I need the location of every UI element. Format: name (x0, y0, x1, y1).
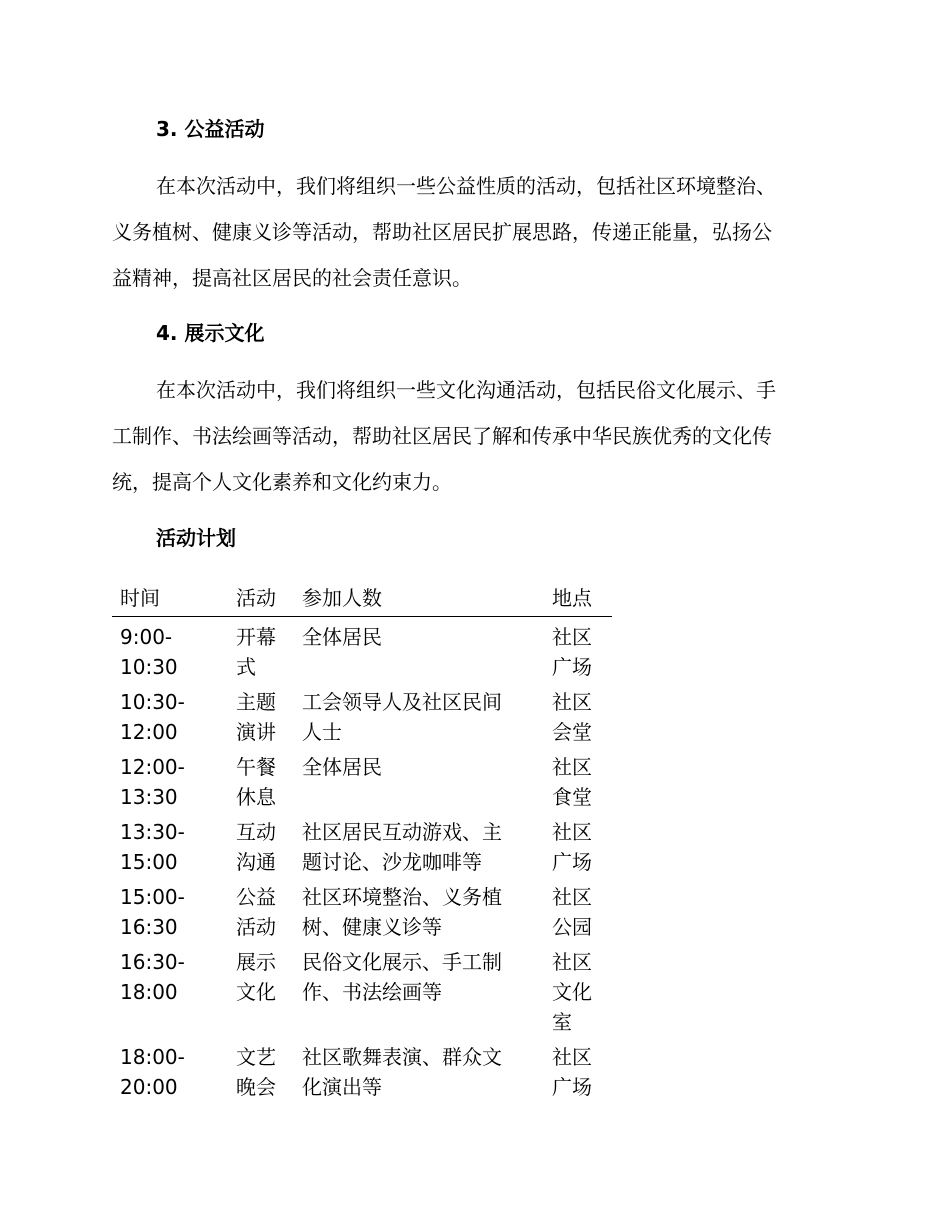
cell-location (544, 877, 612, 942)
cell-activity (228, 682, 294, 747)
cell-line: 全体居民 (302, 625, 382, 649)
cell-location (544, 617, 612, 683)
paragraph-line: 在本次活动中，我们将组织一些文化沟通活动，包括民俗文化展示、手 (156, 378, 776, 402)
cell-participants (294, 1037, 544, 1102)
cell-line: 工会领导人及社区民间 (302, 690, 502, 714)
cell-location (544, 747, 612, 812)
cell-line: 全体居民 (302, 755, 382, 779)
cell-participants (294, 682, 544, 747)
paragraph-line: 统，提高个人文化素养和文化约束力。 (112, 470, 452, 494)
cell-line: 社区环境整治、义务植 (302, 885, 502, 909)
plan-heading: 活动计划 (156, 526, 236, 550)
cell-line: 社区 (552, 885, 592, 909)
cell-line: 文化 (236, 980, 276, 1004)
table-row (112, 1037, 612, 1102)
cell-line: 公园 (552, 915, 592, 939)
column-header-activity: 活动 (228, 580, 294, 617)
cell-activity (228, 877, 294, 942)
cell-line: 式 (236, 655, 256, 679)
cell-line: 展示 (236, 950, 276, 974)
table-header-row (112, 580, 612, 617)
column-header-participants: 参加人数 (294, 580, 544, 617)
cell-line: 16:30- (120, 950, 185, 974)
cell-activity (228, 1037, 294, 1102)
table-row (112, 617, 612, 683)
section-heading-public-welfare: 3. 公益活动 (156, 117, 265, 141)
table-row (112, 942, 612, 1037)
paragraph-line: 义务植树、健康义诊等活动，帮助社区居民扩展思路，传递正能量，弘扬公 (112, 220, 772, 244)
paragraph-line: 工制作、书法绘画等活动，帮助社区居民了解和传承中华民族优秀的文化传 (112, 424, 772, 448)
cell-line: 18:00- (120, 1045, 185, 1069)
cell-line: 民俗文化展示、手工制 (302, 950, 502, 974)
cell-line: 广场 (552, 850, 592, 874)
column-header-time: 时间 (112, 580, 228, 617)
paragraph-line: 在本次活动中，我们将组织一些公益性质的活动，包括社区环境整治、 (156, 174, 776, 198)
cell-line: 10:30 (120, 655, 178, 679)
cell-line: 演讲 (236, 720, 276, 744)
cell-line: 社区 (552, 950, 592, 974)
schedule-body (112, 617, 612, 1103)
cell-line: 社区 (552, 625, 592, 649)
cell-time (112, 877, 228, 942)
cell-line: 开幕 (236, 625, 276, 649)
cell-participants (294, 877, 544, 942)
cell-line: 社区 (552, 1045, 592, 1069)
cell-line: 互动 (236, 820, 276, 844)
cell-line: 广场 (552, 655, 592, 679)
cell-line: 作、书法绘画等 (302, 980, 442, 1004)
cell-line: 12:00- (120, 755, 185, 779)
cell-location (544, 682, 612, 747)
cell-line: 活动 (236, 915, 276, 939)
cell-line: 室 (552, 1010, 572, 1034)
cell-line: 化演出等 (302, 1075, 382, 1099)
cell-location (544, 812, 612, 877)
cell-line: 16:30 (120, 915, 178, 939)
cell-participants (294, 942, 544, 1037)
cell-line: 10:30- (120, 690, 185, 714)
cell-line: 文化 (552, 980, 592, 1004)
cell-line: 晚会 (236, 1075, 276, 1099)
cell-time (112, 617, 228, 683)
cell-line: 沟通 (236, 850, 276, 874)
cell-line: 人士 (302, 720, 342, 744)
table-row (112, 812, 612, 877)
schedule-table (112, 580, 612, 1102)
paragraph-line: 益精神，提高社区居民的社会责任意识。 (112, 266, 472, 290)
cell-line: 文艺 (236, 1045, 276, 1069)
column-header-location: 地点 (544, 580, 612, 617)
cell-line: 社区 (552, 690, 592, 714)
cell-time (112, 747, 228, 812)
cell-participants (294, 812, 544, 877)
cell-line: 社区 (552, 820, 592, 844)
section-paragraph-culture (112, 367, 832, 505)
cell-line: 12:00 (120, 720, 178, 744)
cell-time (112, 682, 228, 747)
cell-participants (294, 617, 544, 683)
cell-line: 午餐 (236, 755, 276, 779)
cell-activity (228, 747, 294, 812)
cell-line: 15:00 (120, 850, 178, 874)
cell-line: 社区歌舞表演、群众文 (302, 1045, 502, 1069)
cell-line: 会堂 (552, 720, 592, 744)
cell-activity (228, 617, 294, 683)
cell-line: 广场 (552, 1075, 592, 1099)
cell-line: 20:00 (120, 1075, 178, 1099)
cell-line: 13:30 (120, 785, 178, 809)
cell-line: 公益 (236, 885, 276, 909)
table-row (112, 747, 612, 812)
section-heading-culture: 4. 展示文化 (156, 321, 265, 345)
cell-line: 主题 (236, 690, 276, 714)
cell-line: 树、健康义诊等 (302, 915, 442, 939)
cell-line: 18:00 (120, 980, 178, 1004)
cell-line: 题讨论、沙龙咖啡等 (302, 850, 482, 874)
cell-line: 15:00- (120, 885, 185, 909)
cell-time (112, 1037, 228, 1102)
cell-line: 13:30- (120, 820, 185, 844)
cell-line: 食堂 (552, 785, 592, 809)
cell-location (544, 1037, 612, 1102)
cell-participants (294, 747, 544, 812)
cell-time (112, 942, 228, 1037)
cell-location (544, 942, 612, 1037)
cell-activity (228, 812, 294, 877)
cell-line: 9:00- (120, 625, 173, 649)
table-row (112, 877, 612, 942)
cell-line: 社区 (552, 755, 592, 779)
cell-activity (228, 942, 294, 1037)
table-row (112, 682, 612, 747)
cell-line: 休息 (236, 785, 276, 809)
cell-time (112, 812, 228, 877)
cell-line: 社区居民互动游戏、主 (302, 820, 502, 844)
section-paragraph-public-welfare (112, 163, 832, 301)
